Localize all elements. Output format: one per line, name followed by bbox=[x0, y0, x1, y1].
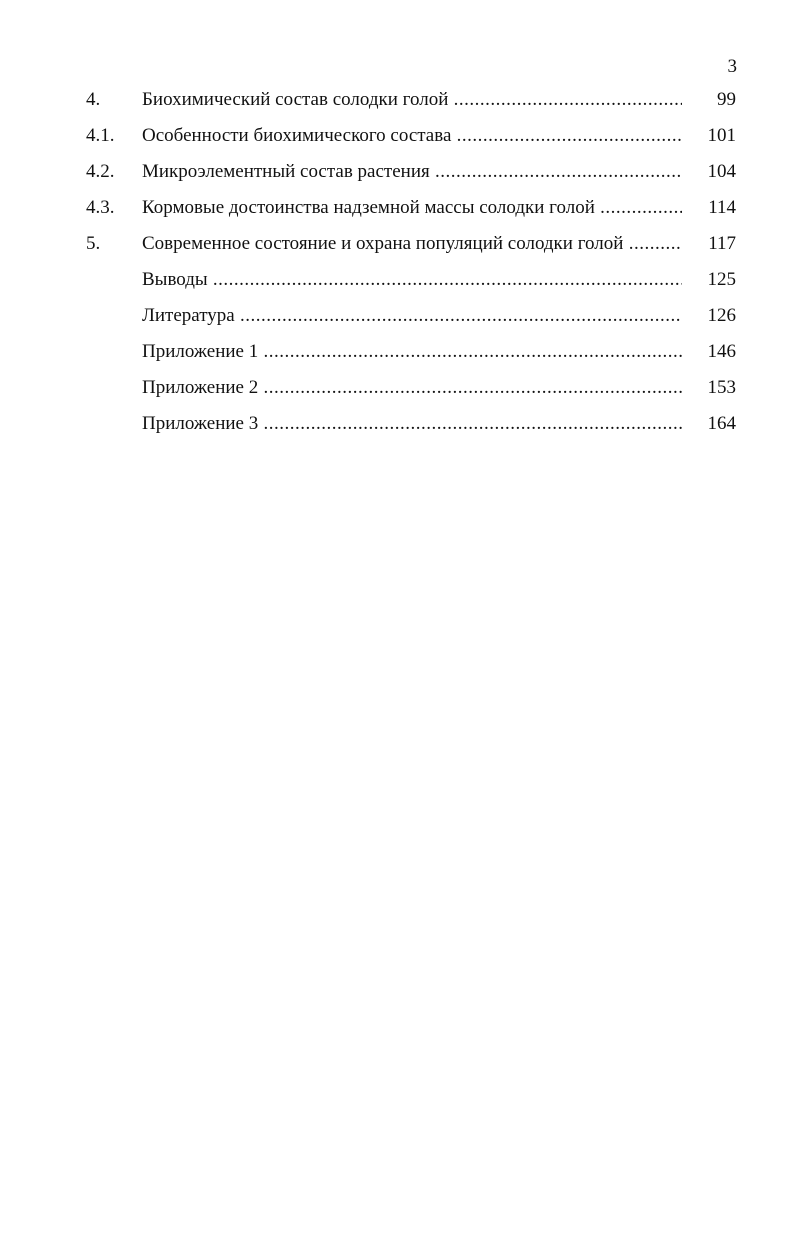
toc-page-number: 153 bbox=[707, 377, 736, 398]
toc-entry bbox=[142, 195, 682, 221]
toc-page-number: 126 bbox=[707, 305, 736, 326]
toc-row-4-3 bbox=[86, 195, 736, 231]
toc-row-5 bbox=[86, 231, 736, 267]
toc-page-number: 164 bbox=[707, 413, 736, 434]
toc-entry bbox=[142, 231, 682, 257]
table-of-contents bbox=[86, 87, 736, 447]
toc-title: Микроэлементный состав растения ..... bbox=[142, 161, 682, 182]
toc-entry bbox=[142, 303, 682, 329]
toc-title: Приложение 2 ..... bbox=[142, 377, 682, 398]
toc-row-appendix-2 bbox=[86, 375, 736, 411]
toc-number: 4.2. bbox=[86, 161, 115, 182]
toc-number: 4.1. bbox=[86, 125, 115, 146]
toc-entry bbox=[142, 159, 682, 185]
toc-entry bbox=[142, 123, 682, 149]
toc-title: Биохимический состав солодки голой ..... bbox=[142, 89, 682, 110]
toc-page-number: 146 bbox=[707, 341, 736, 362]
toc-number: 4. bbox=[86, 89, 101, 110]
toc-page-number: 104 bbox=[707, 161, 736, 182]
toc-row-4-2 bbox=[86, 159, 736, 195]
toc-number: 4.3. bbox=[86, 197, 115, 218]
toc-page-number: 114 bbox=[708, 197, 736, 218]
toc-title: Литература ..... bbox=[142, 305, 682, 326]
toc-entry bbox=[142, 267, 682, 293]
toc-entry bbox=[142, 411, 682, 437]
toc-title: Современное состояние и охрана популяций солодки голой ..... bbox=[142, 233, 682, 254]
toc-row-literature bbox=[86, 303, 736, 339]
toc-page-number: 117 bbox=[708, 233, 736, 254]
page-number: 3 bbox=[727, 56, 737, 77]
toc-title: Выводы ..... bbox=[142, 269, 682, 290]
toc-row-conclusions bbox=[86, 267, 736, 303]
toc-row-appendix-1 bbox=[86, 339, 736, 375]
toc-number: 5. bbox=[86, 233, 101, 254]
toc-title: Кормовые достоинства надземной массы солодки голой ..... bbox=[142, 197, 682, 218]
toc-entry bbox=[142, 375, 682, 401]
toc-title: Особенности биохимического состава ..... bbox=[142, 125, 682, 146]
toc-row-appendix-3 bbox=[86, 411, 736, 447]
toc-entry bbox=[142, 87, 682, 113]
toc-title: Приложение 1 ..... bbox=[142, 341, 682, 362]
toc-title: Приложение 3 ..... bbox=[142, 413, 682, 434]
toc-page-number: 99 bbox=[717, 89, 736, 110]
toc-row-4 bbox=[86, 87, 736, 123]
toc-page-number: 125 bbox=[707, 269, 736, 290]
toc-entry bbox=[142, 339, 682, 365]
toc-row-4-1 bbox=[86, 123, 736, 159]
toc-page-number: 101 bbox=[707, 125, 736, 146]
